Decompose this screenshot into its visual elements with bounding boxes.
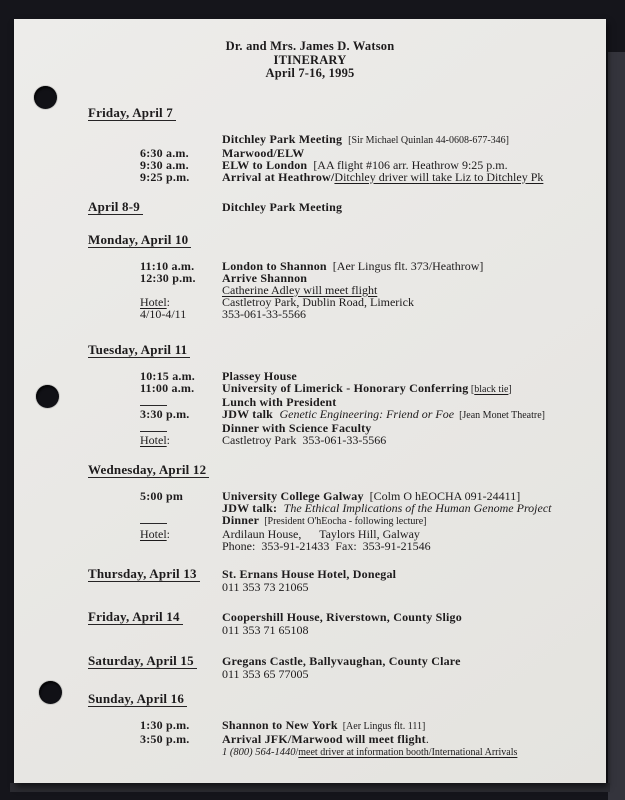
text-segment: Hotel: [140, 526, 167, 541]
time-cell: [140, 434, 222, 446]
section-date-text: Tuesday, April 11: [88, 342, 190, 358]
text-segment: Ditchley Park Meeting: [222, 131, 343, 146]
section-friday-april-7: [88, 106, 596, 183]
itinerary-row: [88, 668, 596, 680]
section-heading-row: [88, 106, 596, 120]
text-segment: Plassey House: [222, 368, 297, 383]
text-segment: St. Ernans House Hotel, Donegal: [222, 566, 397, 581]
section-summary: [222, 568, 596, 580]
text-segment: [President O'hEocha - following lecture]: [259, 515, 427, 527]
section-heading-row: [88, 610, 596, 624]
text-segment: Arrive Shannon: [222, 270, 308, 285]
time-cell: [140, 624, 222, 636]
section-date-heading: [88, 106, 222, 120]
text-segment: [Colm O hEOCHA 091-24411]: [363, 488, 521, 503]
section-heading-row: [88, 567, 596, 581]
text-segment: 10:15 a.m.: [140, 368, 195, 383]
detail-cell: [222, 733, 596, 745]
section-summary: [222, 201, 596, 213]
time-cell: [140, 133, 222, 147]
text-segment: JDW talk: [222, 406, 280, 421]
section-summary: [222, 611, 596, 623]
itinerary-row: [88, 745, 596, 759]
text-segment: 12:30 p.m.: [140, 270, 196, 285]
document-subtitle: ITINERARY: [273, 52, 347, 67]
text-segment: Genetic Engineering: Friend or Foe: [279, 406, 455, 421]
time-cell: [140, 581, 222, 593]
section-date-heading: [88, 567, 222, 581]
section-date-text: Thursday, April 13: [88, 566, 200, 582]
detail-cell: [222, 502, 596, 514]
section-heading-row: [88, 233, 596, 247]
text-segment: London to Shannon: [222, 258, 327, 273]
time-cell: [140, 514, 222, 528]
section-date-heading: [88, 610, 222, 624]
document-header: [14, 40, 606, 81]
text-segment: ELW to London: [222, 157, 308, 172]
text-segment: Shannon to New York: [222, 717, 338, 732]
section-heading-row: [88, 692, 596, 706]
time-cell: [140, 490, 222, 502]
section-friday-april-14: [88, 610, 596, 636]
paper-shadow-strip: [10, 783, 610, 792]
sections: [14, 106, 606, 759]
itinerary-row: [88, 581, 596, 593]
detail-cell: [222, 408, 596, 422]
text-segment: 11:00 a.m.: [140, 380, 195, 395]
hole-punch-bottom: [39, 681, 62, 704]
hole-punch-top: [34, 86, 57, 109]
text-segment: :: [166, 526, 171, 541]
time-cell: [140, 719, 222, 733]
detail-cell: [222, 540, 596, 552]
time-cell: [140, 528, 222, 540]
text-segment: 353-061-33-5566: [222, 306, 306, 321]
section-thursday-april-13: [88, 567, 596, 593]
text-segment: The Ethical Implications of the Human Genome Project: [283, 500, 552, 515]
detail-cell: [222, 133, 596, 147]
detail-cell: [222, 668, 596, 680]
text-segment: Hotel: [140, 432, 167, 447]
section-wednesday-april-12: [88, 463, 596, 552]
text-segment: [Jean Monet Theatre]: [454, 409, 545, 421]
detail-cell: [222, 171, 596, 183]
itinerary-row: [88, 514, 596, 528]
section-date-text: Monday, April 10: [88, 232, 191, 248]
itinerary-row: [88, 408, 596, 422]
text-segment: /: [295, 746, 299, 758]
text-segment: Lunch with President: [222, 394, 337, 409]
text-segment: 9:25 p.m.: [140, 169, 190, 184]
detail-cell: [222, 382, 596, 396]
text-segment: 11:10 a.m.: [140, 258, 195, 273]
section-date-text: Friday, April 14: [88, 609, 183, 625]
time-cell: [140, 540, 222, 552]
document-title: Dr. and Mrs. James D. Watson: [225, 39, 395, 53]
text-segment: 1:30 p.m.: [140, 717, 190, 732]
text-segment: Hotel: [140, 294, 167, 309]
text-segment: Castletroy Park, Dublin Road, Limerick: [222, 294, 414, 309]
text-segment: University of Limerick - Honorary Conferring: [222, 380, 469, 395]
itinerary-row: [88, 733, 596, 745]
text-segment: :: [166, 294, 171, 309]
detail-cell: [222, 624, 596, 636]
text-segment: 5:00 pm: [140, 488, 184, 503]
section-heading-row: [88, 200, 596, 214]
detail-cell: [222, 745, 596, 759]
detail-cell: [222, 514, 596, 528]
itinerary-row: [88, 171, 596, 183]
text-segment: ]: [508, 383, 512, 395]
text-segment: Ardilaun House, Taylors Hill, Galway: [222, 526, 420, 541]
text-segment: 9:30 a.m.: [140, 157, 189, 172]
itinerary-row: [88, 133, 596, 147]
text-segment: University College Galway: [222, 488, 364, 503]
text-segment: .: [425, 731, 429, 746]
text-segment: Ditchley Park Meeting: [222, 199, 343, 214]
text-segment: 1 (800) 564-1440: [222, 746, 296, 758]
section-date-text: Friday, April 7: [88, 105, 176, 121]
text-segment: Catherine Adley will meet flight: [222, 282, 378, 297]
detail-cell: [222, 581, 596, 593]
time-cell: [140, 308, 222, 320]
section-date-heading: [88, 692, 222, 706]
blank-line-dash: [140, 422, 167, 432]
hole-punch-middle: [36, 385, 59, 408]
text-segment: [AA flight #106 arr. Heathrow 9:25 p.m.: [307, 157, 508, 172]
text-segment: 011 353 71 65108: [222, 622, 309, 637]
text-segment: Dinner with Science Faculty: [222, 420, 372, 435]
section-heading-row: [88, 343, 596, 357]
time-cell: [140, 382, 222, 396]
text-segment: Arrival JFK/Marwood will meet flight: [222, 731, 426, 746]
section-date-heading: [88, 463, 222, 477]
itinerary-row: [88, 382, 596, 396]
section-date-text: April 8-9: [88, 199, 143, 215]
text-segment: Arrival at Heathrow/: [222, 169, 335, 184]
itinerary-row: [88, 502, 596, 514]
detail-cell: [222, 434, 596, 446]
blank-line-dash: [140, 514, 167, 524]
text-segment: Castletroy Park 353-061-33-5566: [222, 432, 387, 447]
section-heading-row: [88, 654, 596, 668]
section-tuesday-april-11: [88, 343, 596, 446]
blank-line-dash: [140, 396, 167, 406]
itinerary-row: [88, 434, 596, 446]
section-monday-april-10: [88, 233, 596, 320]
text-segment: 3:30 p.m.: [140, 406, 190, 421]
text-segment: [Aer Lingus flt. 111]: [337, 720, 426, 732]
itinerary-row: [88, 308, 596, 320]
detail-cell: [222, 308, 596, 320]
time-cell: [140, 502, 222, 514]
text-segment: 6:30 a.m.: [140, 145, 189, 160]
time-cell: [140, 171, 222, 183]
section-date-text: Wednesday, April 12: [88, 462, 209, 478]
section-date-text: Saturday, April 15: [88, 653, 197, 669]
section-date-heading: [88, 233, 222, 247]
text-segment: meet driver at information booth/International Arrivals: [298, 746, 518, 758]
section-date-heading: [88, 654, 222, 668]
section-april-8-9: [88, 200, 596, 214]
detail-cell: [222, 719, 596, 733]
text-segment: Phone: 353-91-21433 Fax: 353-91-21546: [222, 538, 431, 553]
time-cell: [140, 272, 222, 284]
section-summary: [222, 655, 596, 667]
text-segment: Ditchley driver will take Liz to Ditchley Pk: [334, 169, 544, 184]
text-segment: Dinner: [222, 512, 260, 527]
text-segment: Gregans Castle, Ballyvaughan, County Clare: [222, 653, 461, 668]
text-segment: black tie: [474, 383, 509, 395]
time-cell: [140, 408, 222, 422]
text-segment: Coopershill House, Riverstown, County Sligo: [222, 609, 462, 624]
document-date-range: April 7-16, 1995: [265, 66, 355, 80]
section-date-text: Sunday, April 16: [88, 691, 187, 707]
text-segment: [Aer Lingus flt. 373/Heathrow]: [326, 258, 484, 273]
section-sunday-april-16: [88, 692, 596, 759]
section-date-heading: [88, 343, 222, 357]
binder-edge-strip: [608, 52, 625, 800]
section-heading-row: [88, 463, 596, 477]
text-segment: [: [468, 383, 475, 395]
itinerary-row: [88, 540, 596, 552]
itinerary-page: [14, 19, 606, 783]
text-segment: :: [166, 432, 171, 447]
text-segment: Marwood/ELW: [222, 145, 305, 160]
section-saturday-april-15: [88, 654, 596, 680]
section-date-heading: [88, 200, 222, 214]
text-segment: 011 353 73 21065: [222, 579, 309, 594]
text-segment: 011 353 65 77005: [222, 666, 309, 681]
text-segment: [Sir Michael Quinlan 44-0608-677-346]: [348, 134, 509, 146]
time-cell: [140, 668, 222, 680]
itinerary-row: [88, 719, 596, 733]
text-segment: 3:50 p.m.: [140, 731, 190, 746]
time-cell: [140, 733, 222, 745]
time-cell: [140, 745, 222, 759]
text-segment: 4/10-4/11: [140, 306, 187, 321]
text-segment: JDW talk:: [222, 500, 284, 515]
itinerary-row: [88, 624, 596, 636]
